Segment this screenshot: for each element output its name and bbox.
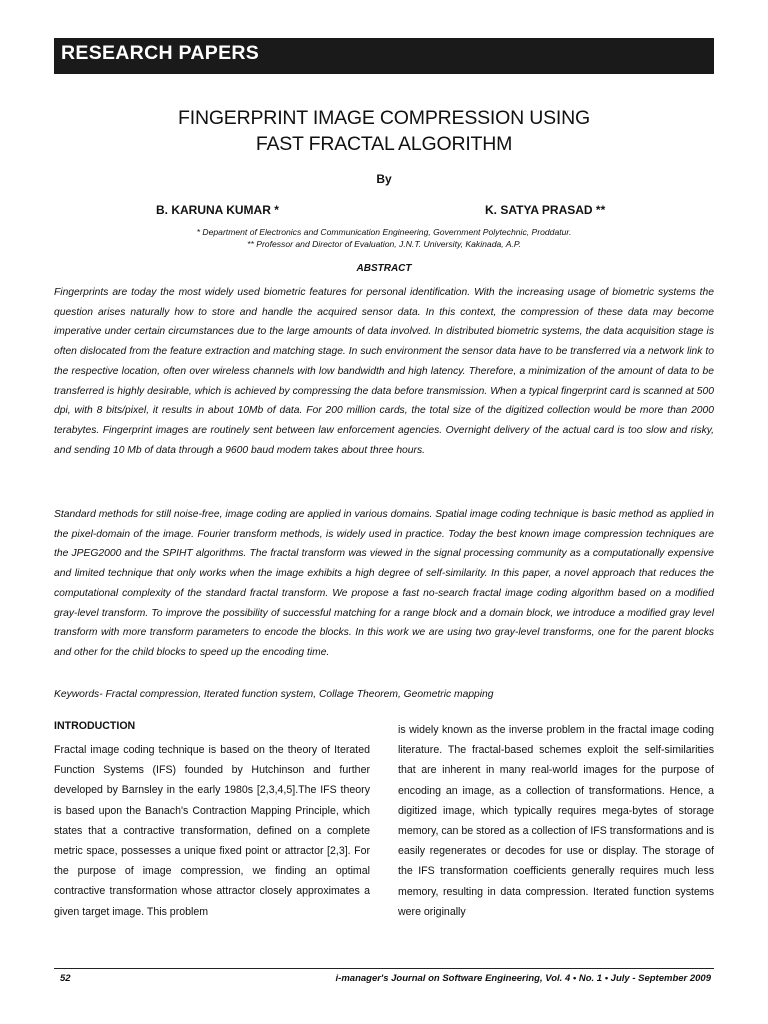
abstract-paragraph-2: Standard methods for still noise-free, image coding are applied in various domains. Spatial image coding technique is basic method as applied in the pixel-domain of the image. Fourier transform methods, is widely used in practice. Today the best known image compression techniques are the JPEG2000 and the SPIHT algorithms. The fractal transform was viewed in the signal processing community as a computationally expensive and limited technique that only works when the image exhibits a high degree of self-similarity. In this paper, a novel approach that reduces the computational complexity of the standard fractal transform. We propose a fast no-search fractal image coding algorithm based on a modified gray-level transform. To improve the possibility of successful matching for a range block and a domain block, we introduce a modified gray level transform with more transform parameters to encode the blocks. In this work we are using two gray-level transforms, one for the parent blocks and other for the child blocks to speed up the encoding time. (54, 509, 714, 658)
section-banner (54, 38, 714, 74)
author-2: K. SATYA PRASAD ** (485, 203, 606, 217)
journal-citation: i-manager's Journal on Software Engineering, Vol. 4 • No. 1 • July - September 2009 (335, 973, 711, 984)
footer-divider (54, 968, 714, 969)
title-line-1: FINGERPRINT IMAGE COMPRESSION USING (178, 107, 590, 129)
introduction-right-column: is widely known as the inverse problem in the fractal image coding literature. The fractal-based schemes exploit the self-similarities that are inherent in many real-world images for the purpose of encoding an image, as a collection of transformations. Hence, a digitized image, which typically requires mega-bytes of storage memory, can be stored as a collection of IFS transformations and is easily regenerates or decodes for use or display. The storage of the IFS transformation coefficients generally requires much less memory, resulting in data compression. Iterated function systems were originally (398, 724, 714, 918)
author-1: B. KARUNA KUMAR * (156, 203, 279, 217)
title-line-2: FAST FRACTAL ALGORITHM (255, 133, 513, 155)
page-number: 52 (60, 973, 71, 984)
paper-title (54, 105, 714, 157)
affiliation-1: * Department of Electronics and Communication Engineering, Government Polytechnic, Proddatur. (196, 227, 572, 237)
keywords: Keywords- Fractal compression, Iterated function system, Collage Theorem, Geometric mapping (54, 689, 494, 700)
section-label: RESEARCH PAPERS (61, 42, 260, 64)
affiliation-2: ** Professor and Director of Evaluation, J.N.T. University, Kakinada, A.P. (247, 239, 521, 249)
byline: By (376, 172, 392, 186)
abstract-heading: ABSTRACT (356, 263, 412, 274)
abstract-paragraph-1: Fingerprints are today the most widely used biometric features for personal identification. With the increasing usage of biometric systems the question arises naturally how to store and handle the acquired sensor data. In this context, the compression of these data may become imperative under certain circumstances due to the large amounts of data involved. In distributed biometric systems, the data acquisition stage is often dislocated from the feature extraction and matching stage. In such environment the sensor data have to be transferred via a network link to the respective location, often over wireless channels with low bandwidth and high latency. Therefore, a minimization of the amount of data to be transferred is highly desirable, which is achieved by compressing the data before transmission. When a typical fingerprint card is scanned at 500 dpi, with 8 bits/pixel, it results in about 10Mb of data. For 200 million cards, the total size of the digitized collection would be more than 2000 terabytes. Fingerprint images are routinely sent between law enforcement agencies. Overnight delivery of the actual card is too slow and risky, and sending 10 Mb of data through a 9600 baud modem takes about three hours. (54, 287, 714, 456)
introduction-left-column: Fractal image coding technique is based on the theory of Iterated Function Systems (IFS) founded by Hutchinson and further developed by Barnsley in the early 1980s [2,3,4,5].The IFS theory is based upon the Banach's Contraction Mapping Principle, which states that a contractive transformation, defined on a complete metric space, possesses a unique fixed point or attractor [2,3]. For the purpose of image compression, we finding an optimal contractive transformation whose attractor closely approximates a given target image. This problem (54, 744, 370, 918)
introduction-heading: INTRODUCTION (54, 720, 136, 732)
